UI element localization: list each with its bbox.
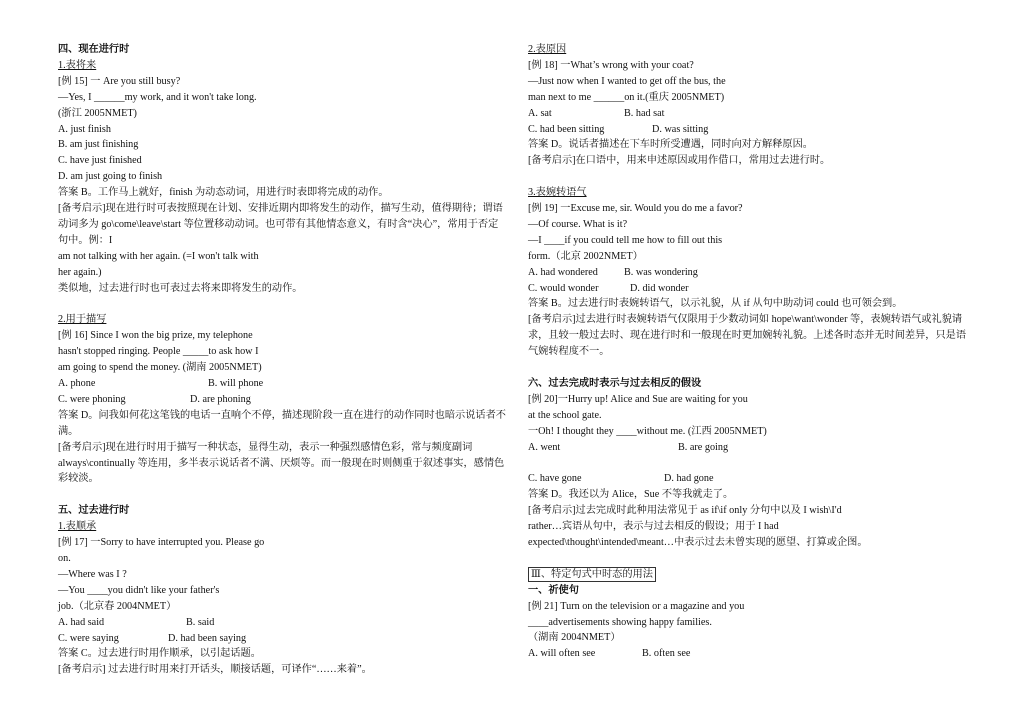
section-heading: 四、现在进行时 [58,44,130,55]
right-column [528,42,968,662]
example-line: hasn't stopped ringing. People _____to ask how I [58,346,259,358]
option: C. had been sitting [528,123,605,135]
option: B. am just finishing [58,139,139,151]
subsection-heading: 1.表顺承 [58,521,97,533]
exam-tip: expected\thought\intended\meant…中表示过去未曾实现的愿望、打算或企图。 [528,537,868,549]
example-line: [例 16] Since I won the big prize, my telephone [58,330,253,342]
subsection-heading: 一、祈使句 [528,584,579,596]
option: B. often see [642,648,691,660]
example-line: —Of course. What is it? [528,218,628,230]
example-line: [例 20]一Hurry up! Alice and Sue are waiting for you [528,393,748,405]
option-row [528,471,968,487]
option: B. said [186,616,215,628]
option: C. were phoning [58,393,126,405]
option-row [58,631,508,647]
option: D. did wonder [630,282,689,294]
option-row [58,615,508,631]
example-line: 一Oh! I thought they ____without me. (江西 2005NMET) [528,425,767,437]
option-row [58,376,508,392]
exam-tip: [备考启示]现在进行时可表按照现在计划、安排近期内即将发生的动作，描写生动，值得期待；谓语动词多为 go\come\leave\start 等位置移动动词。也可带有其他情态意义，有时含“决心”，常用于否定句中。例：I [58,203,503,246]
option: D. had been saying [168,632,247,644]
option: C. would wonder [528,282,599,294]
option: D. are phoning [190,393,251,405]
option-row [528,281,968,297]
answer: 答案 D。我还以为 Alice，Sue 不等我就走了。 [528,489,734,501]
example-line: [例 18] 一What’s wrong with your coat? [528,59,694,71]
exam-tip: [备考启示] 过去进行时用来打开话头，顺接话题，可译作“……来着”。 [58,664,372,676]
example-line: form.（北京 2002NMET） [528,250,643,262]
subsection-heading: 1.表将来 [58,59,97,71]
option: C. were saying [58,632,119,644]
example-line: am not talking with her again. (=I won't talk with [58,250,259,262]
option: A. sat [528,107,552,119]
section-heading: 六、过去完成时表示与过去相反的假设 [528,378,702,389]
option: D. was sitting [652,123,709,135]
example-line: [例 15] 一 Are you still busy? [58,75,181,87]
example-line: man next to me ______on it.(重庆 2005NMET) [528,91,725,103]
option: A. phone [58,378,96,390]
option-row [528,265,968,281]
section-heading-boxed: Ⅲ、特定句式中时态的用法 [528,567,656,582]
answer: 答案 D。说话者描述在下车时所受遭遇，同时向对方解释原因。 [528,139,813,151]
option: D. am just going to finish [58,171,163,183]
option-row [528,122,968,138]
example-line: [例 19] 一Excuse me, sir. Would you do me a favor? [528,203,743,215]
option: C. have gone [528,473,582,485]
option: A. had wondered [528,266,598,278]
example-line: job.（北京春 2004NMET） [58,600,177,612]
option: B. was wondering [624,266,698,278]
option: A. went [528,441,561,453]
exam-tip: rather…宾语从句中，表示与过去相反的假设；用于 I had [528,521,779,533]
example-line: —I ____if you could tell me how to fill out this [528,234,723,246]
subsection-heading: 2.用于描写 [58,314,107,326]
answer: 答案 B。过去进行时表婉转语气，以示礼貌，从 if 从句中助动词 could 也可领会到。 [528,298,903,310]
option: C. have just finished [58,155,142,167]
exam-tip: [备考启示]现在进行时用于描写一种状态，显得生动，表示一种强烈感情色彩，常与频度副词 always\continually 等连用，多半表示说话者不满、厌烦等。而一般现在时则侧重于叙述事实，感情色彩较淡。 [58,441,505,485]
example-line: at the school gate. [528,409,602,421]
option: A. just finish [58,123,111,135]
example-line: —You ____you didn't like your father's [58,584,220,596]
option: B. are going [678,441,729,453]
option: A. had said [58,616,105,628]
option: A. will often see [528,648,596,660]
example-line: (浙江 2005NMET) [58,107,137,119]
example-line: on. [58,552,71,564]
answer: 答案 C。过去进行时用作顺承，以引起话题。 [58,648,261,660]
left-column [58,42,508,678]
option: B. had sat [624,107,665,119]
answer: 答案 D。问我如何花这笔钱的电话一直响个不停，描述现阶段一直在进行的动作同时也暗示说话者不满。 [58,409,506,437]
option-row [528,440,968,456]
exam-tip: [备考启示]过去完成时此种用法常见于 as if\if only 分句中以及 I wish\I'd [528,505,842,517]
exam-tip: [备考启示]过去进行时表婉转语气仅限用于少数动词如 hope\want\wonder 等，表婉转语气或礼貌请求，且较一般过去时、现在进行时和一般现在时更加婉转礼貌。上述各时态并无时间差异，只是语气婉转程度不一。 [528,314,967,358]
example-line: —Just now when I wanted to get off the bus, the [528,75,726,87]
example-line: [例 21] Turn on the television or a magazine and you [528,600,745,612]
subsection-heading: 2.表原因 [528,44,567,55]
answer: 答案 B。工作马上就好，finish 为动态动词，用进行时表即将完成的动作。 [58,187,389,199]
subsection-heading: 3.表婉转语气 [528,187,587,199]
example-line: her again.) [58,266,102,278]
option-row [528,646,968,662]
example-line: am going to spend the money. (湖南 2005NMET) [58,362,262,374]
note-line: 类似地，过去进行时也可表过去将来即将发生的动作。 [58,282,303,294]
example-line: ____advertisements showing happy families. [528,616,712,628]
option: B. will phone [208,378,264,390]
example-line: [例 17] 一Sorry to have interrupted you. Please go [58,537,265,549]
exam-tip: [备考启示]在口语中，用来申述原因或用作借口，常用过去进行时。 [528,155,831,167]
option: D. had gone [664,473,714,485]
option-row [58,392,508,408]
example-line: —Yes, I ______my work, and it won't take long. [58,91,257,103]
option-row [528,106,968,122]
example-line: —Where was I ? [58,568,127,580]
section-heading: 五、过去进行时 [58,505,130,517]
example-line: （湖南 2004NMET） [528,632,621,644]
